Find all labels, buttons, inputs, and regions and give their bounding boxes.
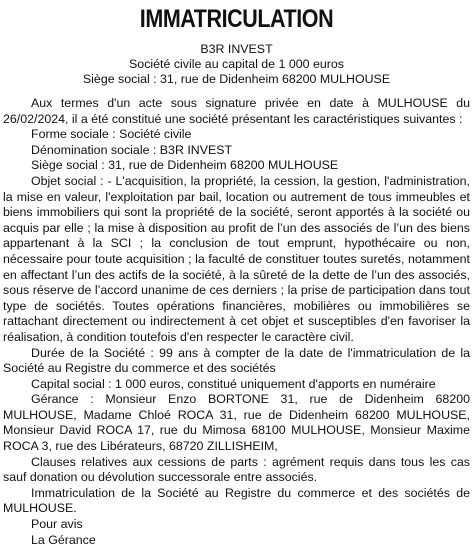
paragraph-registered-office: Siège social : 31, rue de Didenheim 68200 MULHOUSE [31, 158, 339, 173]
paragraph-corporate-purpose: Objet social : - L'acquisition, la propriété, la cession, la gestion, l'administration, la mise en valeur, l'exploitation par bail, location ou autrement de tous immeubles et biens immobiliers qui sont la propriété de la société, seront apportés à la société ou acquis par elle ; la mise à disposition au profit de l’un des associés de l’un des biens appartenant à la SCI ; la conclusion de tout emprunt, hypothécaire ou non, nécessaire pour toute acquisition ; la faculté de constituer toutes suretés, notamment en affectant l’un des actifs de la société, à la sûreté de la dette de l’un des associés, sous réserve de l’accord unanime de ces derniers ; la prise de participation dans tout type de sociétés. Toutes opérations financières, mobilières ou immobilières se rattachant directement ou indirectement à cet objet et susceptibles d'en favoriser la réalisation, à condition toutefois d'en respecter le caractère civil. [3, 173, 470, 344]
paragraph-management: Gérance : Monsieur Enzo BORTONE 31, rue de Didenheim 68200 MULHOUSE, Madame Chloé ROCA 31, rue de Didenheim 68200 MULHOUSE, Monsieur David ROCA 17, rue du Mimosa 68100 MULHOUSE, Monsieur Maxime ROCA 3, rue des Libérateurs, 68720 ZILLISHEIM, [3, 392, 470, 454]
notice-body [3, 96, 470, 548]
paragraph-legal-form: Forme sociale : Société civile [31, 127, 192, 142]
paragraph-share-capital: Capital social : 1 000 euros, constitué uniquement d'apports en numéraire [31, 376, 436, 391]
company-header [3, 42, 470, 87]
company-form-capital: Société civile au capital de 1 000 euros [129, 57, 344, 71]
company-registered-office: Siège social : 31, rue de Didenheim 68200 MULHOUSE [82, 72, 391, 86]
paragraph-signature: La Gérance [31, 532, 96, 547]
paragraph-pour-avis: Pour avis [31, 517, 83, 532]
paragraph-duration: Durée de la Société : 99 ans à compter de la date de l'immatriculation de la Société au Registre du commerce et des sociétés [3, 345, 470, 376]
notice-title: IMMATRICULATION [139, 5, 334, 33]
company-name: B3R INVEST [200, 42, 273, 56]
paragraph-share-transfer-clauses: Clauses relatives aux cessions de parts : agrément requis dans tous les cas sauf donation ou dévolution successorale entre associés. [3, 454, 470, 485]
paragraph-company-name: Dénomination sociale : B3R INVEST [31, 142, 233, 157]
paragraph-intro: Aux termes d'un acte sous signature privée en date à MULHOUSE du 26/02/2024, il a été constitué une société présentant les caractéristiques suivantes : [3, 96, 470, 126]
paragraph-registration: Immatriculation de la Société au Registre du commerce et des sociétés de MULHOUSE. [3, 485, 470, 516]
